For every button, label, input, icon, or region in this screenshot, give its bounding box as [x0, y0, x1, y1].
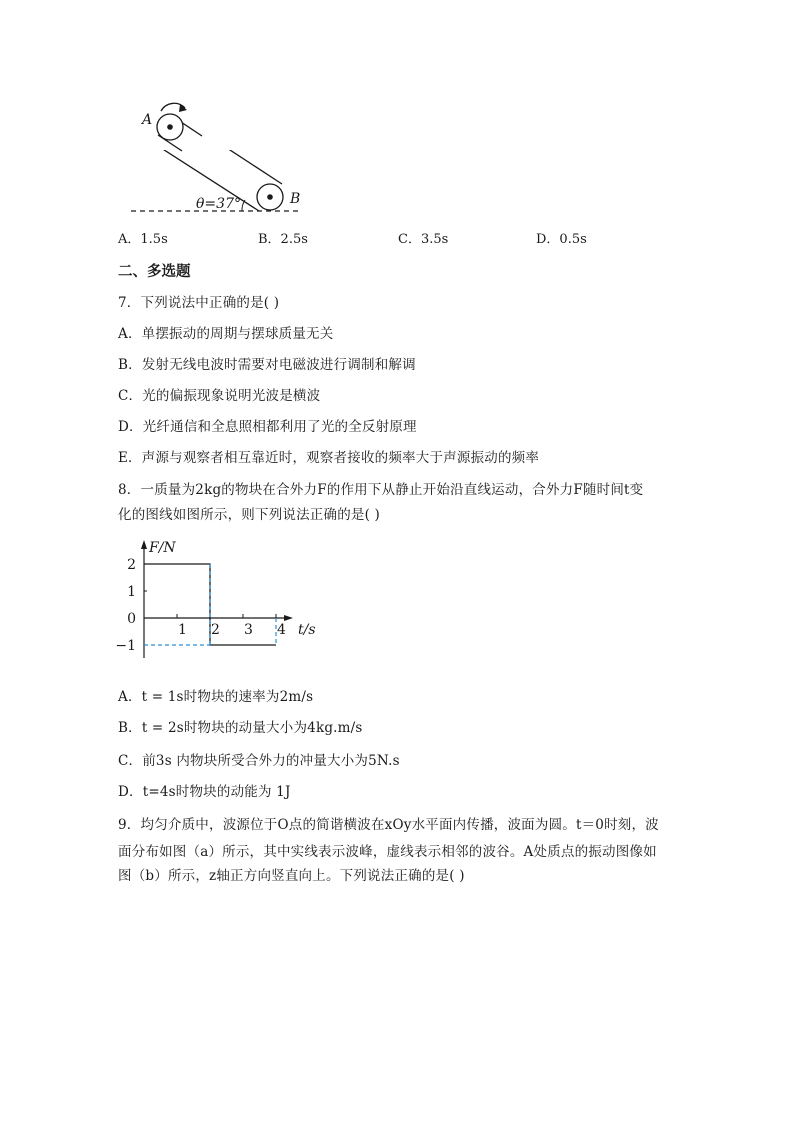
pulley-a-dot — [167, 124, 173, 130]
q6-option-d[interactable]: D．0.5s — [536, 232, 587, 247]
x-tick-label: 4 — [277, 622, 286, 638]
label-a: A — [142, 112, 153, 128]
q8-stem-line1: 8．一质量为2kg的物块在合外力F的作用下从静止开始沿直线运动，合外力F随时间t变 — [118, 482, 644, 498]
q8-option-a[interactable]: A．t = 1s时物块的速率为2m/s — [118, 689, 314, 705]
q9-line1: 9．均匀介质中，波源位于O点的简谐横波在xOy水平面内传播，波面为圆。t＝0时刻，波 — [118, 817, 659, 833]
x-tick-label: 2 — [211, 622, 220, 638]
rotation-arrowhead-icon — [179, 104, 187, 112]
angle-arc — [242, 200, 245, 211]
x-tick-label: 1 — [178, 622, 187, 638]
q7-option-a[interactable]: A．单摆振动的周期与摆球质量无关 — [118, 326, 334, 342]
q7-option-b[interactable]: B．发射无线电波时需要对电磁波进行调制和解调 — [118, 357, 416, 373]
label-b: B — [290, 191, 301, 207]
force-step-line — [144, 564, 276, 645]
q7-option-d[interactable]: D．光纤通信和全息照相都利用了光的全反射原理 — [118, 419, 417, 435]
belt-figure — [130, 150, 330, 220]
q8-option-c[interactable]: C．前3s 内物块所受合外力的冲量大小为5N.s — [118, 753, 400, 769]
q8-option-b[interactable]: B．t = 2s时物块的动量大小为4kg.m/s — [118, 720, 363, 736]
q6-option-b[interactable]: B．2.5s — [258, 232, 308, 247]
belt-figure-top — [130, 100, 250, 160]
q8-option-d[interactable]: D．t=4s时物块的动能为 1J — [118, 784, 291, 800]
q7-option-c[interactable]: C．光的偏振现象说明光波是横波 — [118, 388, 321, 404]
x-axis-arrow-icon — [284, 615, 293, 621]
q7-stem: 7．下列说法中正确的是( ) — [118, 295, 280, 311]
q6-option-c[interactable]: C．3.5s — [398, 232, 449, 247]
section-title: 二、多选题 — [118, 263, 191, 280]
x-tick-label: 3 — [244, 622, 253, 638]
y-tick-label: 2 — [127, 557, 136, 573]
y-axis-arrow-icon — [141, 540, 147, 549]
y-axis-label: F/N — [149, 540, 176, 556]
y-tick-label: −1 — [115, 638, 136, 654]
q9-line2: 面分布如图（a）所示，其中实线表示波峰，虚线表示相邻的波谷。A处质点的振动图像如 — [118, 844, 657, 860]
force-time-chart — [112, 535, 332, 665]
q9-line3: 图（b）所示，z轴正方向竖直向上。下列说法正确的是( ) — [118, 868, 465, 884]
angle-label: θ=37° — [196, 196, 241, 212]
x-axis-label: t/s — [298, 622, 316, 638]
y-tick-label: 1 — [127, 584, 136, 600]
q7-option-e[interactable]: E．声源与观察者相互靠近时，观察者接收的频率大于声源振动的频率 — [118, 450, 540, 466]
q8-stem-line2: 化的图线如图所示，则下列说法正确的是( ) — [118, 507, 381, 523]
pulley-b-axle — [267, 194, 273, 200]
y-tick-label: 0 — [127, 611, 136, 627]
q6-option-a[interactable]: A．1.5s — [118, 232, 168, 247]
